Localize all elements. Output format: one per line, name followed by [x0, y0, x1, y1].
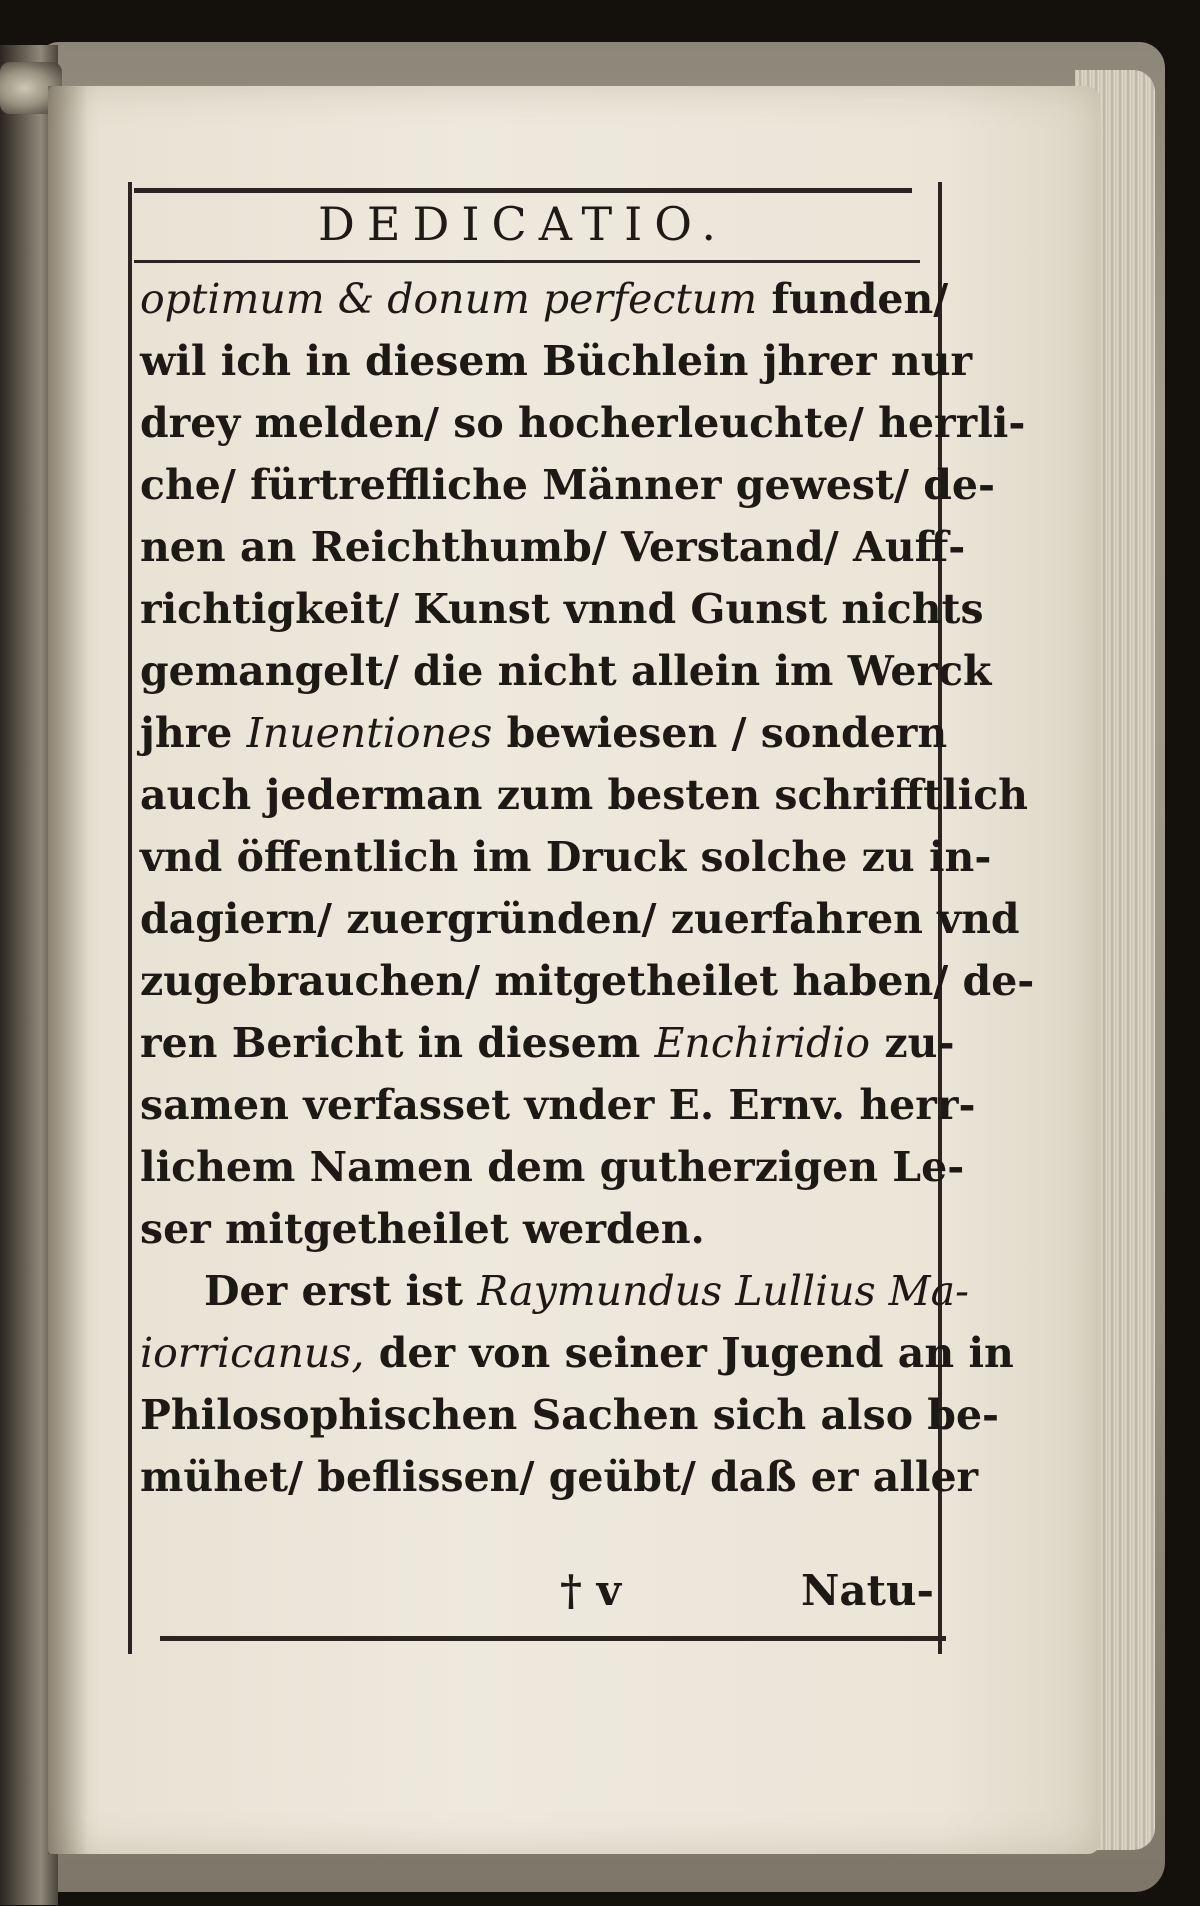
text-line: Philosophischen Sachen sich also be- — [140, 1391, 1000, 1439]
head-rule — [134, 260, 920, 263]
bottom-rule — [160, 1636, 946, 1641]
text-line: samen verfasset vnder E. Ernv. herr- — [140, 1081, 976, 1129]
text-line: wil ich in diesem Büchlein jhrer nur — [140, 337, 973, 385]
text-line: che/ fürtreffliche Männer gewest/ de- — [140, 461, 995, 509]
text-line: gemangelt/ die nicht allein im Werck — [140, 647, 992, 695]
text-line: drey melden/ so hocherleuchte/ herrli- — [140, 399, 1026, 447]
text-line: optimum & donum perfectum funden/ — [140, 275, 949, 323]
text-line: mühet/ beflissen/ geübt/ daß er aller — [140, 1453, 979, 1501]
running-head: DEDICATIO. — [318, 197, 728, 251]
text-line: ren Bericht in diesem Enchiridio zu- — [140, 1019, 955, 1067]
text-line: iorricanus, der von seiner Jugend an in — [140, 1329, 1014, 1377]
text-line: lichem Namen dem gutherzigen Le- — [140, 1143, 965, 1191]
text-line: nen an Reichthumb/ Verstand/ Auff- — [140, 523, 966, 571]
top-rule — [134, 188, 912, 193]
text-line: Der erst ist Raymundus Lullius Ma- — [204, 1267, 969, 1315]
text-line: jhre Inuentiones bewiesen / sondern — [140, 709, 948, 757]
signature-mark: † v — [560, 1566, 621, 1615]
text-line: ser mitgetheilet werden. — [140, 1205, 705, 1253]
text-line: richtigkeit/ Kunst vnnd Gunst nichts — [140, 585, 984, 633]
text-line: vnd öffentlich im Druck solche zu in- — [140, 833, 992, 881]
body-text — [140, 268, 1035, 1508]
page-footer — [140, 1566, 934, 1626]
text-line: auch jederman zum besten schrifftlich — [140, 771, 1028, 819]
text-line: dagiern/ zuergründen/ zuerfahren vnd — [140, 895, 1020, 943]
catchword: Natu- — [801, 1566, 934, 1615]
gutter-shadow — [48, 86, 88, 1854]
text-line: zugebrauchen/ mitgetheilet haben/ de- — [140, 957, 1035, 1005]
